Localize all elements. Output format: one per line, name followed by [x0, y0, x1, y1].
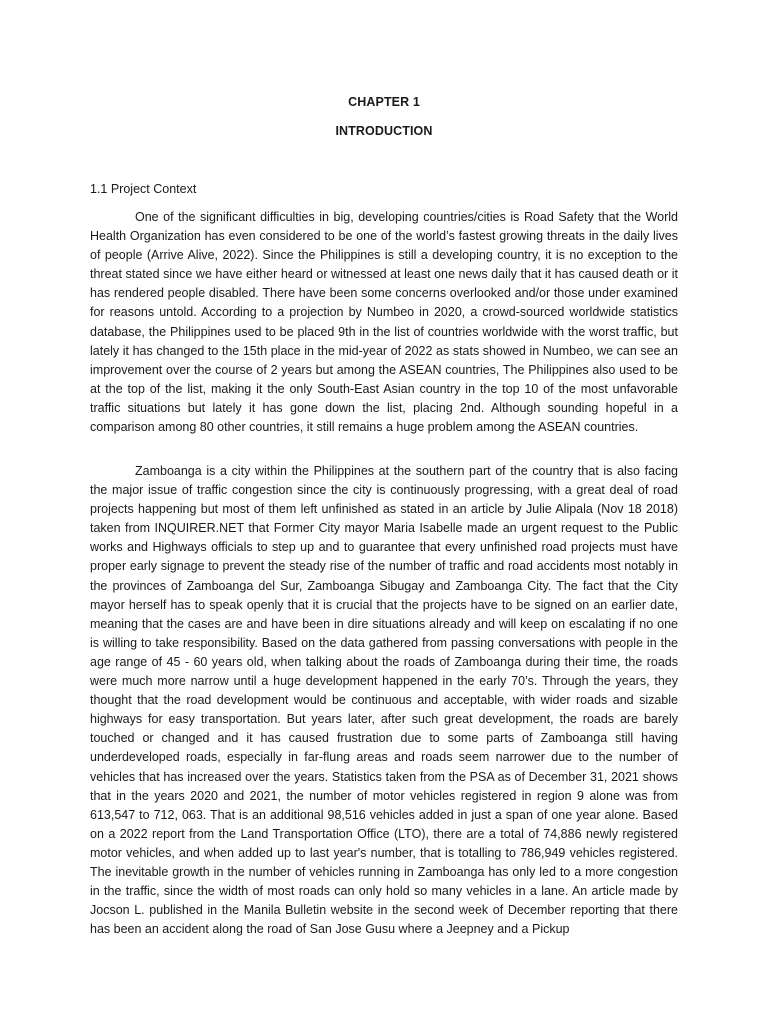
paragraph-zamboanga-traffic: Zamboanga is a city within the Philippines at the southern part of the country that is also facing the major issue of traffic congestion since the city is continuously progressing, with a great deal of road projects happening but most of them left unfinished as stated in an article by Julie Alipala (Nov 18 2018) taken from INQUIRER.NET that Former City mayor Maria Isabelle made an urgent request to the Public works and Highways officials to step up and to guarantee that every unfinished road projects must have proper early signage to prevent the steady rise of the number of traffic and road accidents most notably in the provinces of Zamboanga del Sur, Zamboanga Sibugay and Zamboanga City. The fact that the City mayor herself has to speak openly that it is crucial that the projects have to be signed on an earlier date, meaning that the cases are and have been in dire situations already and will keep on escalating if no one is willing to take responsibility. Based on the data gathered from passing conversations with people in the age range of 45 - 60 years old, when talking about the roads of Zamboanga during their time, the roads were much more narrow until a huge development happened in the early 70’s. Through the years, they thought that the road development would be continuous and acceptable, with wider roads and sizable highways for easy transportation. But years later, after such great development, the roads are barely touched or changed and it has caused frustration due to some parts of Zamboanga still having underdeveloped roads, especially in far-flung areas and roads seem narrower due to the number of vehicles that has increased over the years. Statistics taken from the PSA as of December 31, 2021 shows that in the years 2020 and 2021, the number of motor vehicles registered in region 9 alone was from 613,547 to 712, 063. That is an additional 98,516 vehicles added in just a span of one year alone. Based on a 2022 report from the Land Transportation Office (LTO), there are a total of 74,886 newly registered motor vehicles, and when added up to last year's number, that is totalling to 786,949 vehicles registered. The inevitable growth in the number of vehicles running in Zamboanga has only led to a more congestion in the traffic, since the width of most roads can only hold so many vehicles in a lane. An article made by Jocson L. published in the Manila Bulletin website in the second week of December reporting that there has been an accident along the road of San Jose Gusu where a Jeepney and a Pickup [90, 464, 678, 937]
paragraph-road-safety: One of the significant difficulties in big, developing countries/cities is Road Safety that the World Health Organization has even considered to be one of the world’s fastest growing threats in the daily lives of people (Arrive Alive, 2022). Since the Philippines is still a developing country, it is no exception to the threat stated since we have either heard or witnessed at least one news daily that it has caused death or it has rendered people disabled. There have been some concerns overlooked and/or those under examined for reasons untold. According to a projection by Numbeo in 2020, a crowd-sourced worldwide statistics database, the Philippines used to be placed 9th in the list of countries worldwide with the worst traffic, but lately it has changed to the 15th place in the mid-year of 2022 as stats showed in Numbeo, we can see an improvement over the course of 2 years but among the ASEAN countries, The Philippines also used to be at the top of the list, making it the only South-East Asian country in the top 10 of the most unfavorable traffic situations but lately it has gone down the list, placing 2nd. Although sounding hopeful in a comparison among 80 other countries, it still remains a huge problem among the ASEAN countries. [90, 210, 678, 435]
section-heading: 1.1 Project Context [90, 182, 197, 196]
chapter-number: CHAPTER 1 [348, 95, 420, 109]
chapter-title: INTRODUCTION [335, 124, 433, 138]
